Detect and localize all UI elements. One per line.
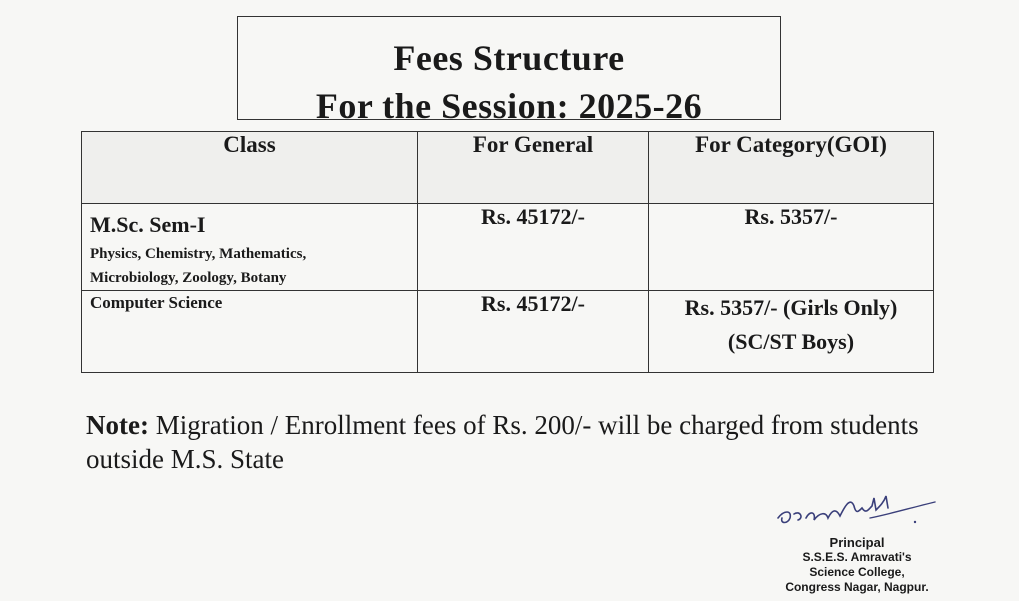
category-fee <box>649 291 934 373</box>
fees-table <box>81 131 934 373</box>
category-fee-line-1: Rs. 5357/- <box>744 203 838 229</box>
subjects-line-1: Physics, Chemistry, Mathematics, <box>90 245 307 262</box>
class-name: M.Sc. Sem-I <box>90 211 206 237</box>
signature <box>770 488 940 536</box>
category-fee-line-1: Rs. 5357/- (Girls Only) <box>684 295 898 321</box>
header-general: For General <box>418 132 649 204</box>
document-title: Fees Structure <box>393 38 625 78</box>
table-row <box>82 291 934 373</box>
class-name: Computer Science <box>90 293 223 313</box>
title-box <box>237 16 781 126</box>
signatory-org-line-1: S.S.E.S. Amravati's <box>802 550 912 564</box>
signatory-org-line-2: Science College, <box>809 565 905 579</box>
note-paragraph <box>86 408 946 476</box>
category-fee <box>649 203 934 291</box>
table-header-row <box>82 132 934 204</box>
header-class: Class <box>82 132 418 204</box>
general-fee: Rs. 45172/- <box>418 203 649 291</box>
table-row <box>82 203 934 291</box>
class-cell <box>82 203 418 291</box>
signatory-designation: Principal <box>829 535 885 550</box>
signature-scribble <box>770 488 940 536</box>
note-label: Note: <box>86 410 149 440</box>
session-title: For the Session: 2025-26 <box>315 86 703 126</box>
signatory-block <box>752 535 962 595</box>
general-fee: Rs. 45172/- <box>418 291 649 373</box>
class-cell <box>82 291 418 373</box>
category-fee-line-2: (SC/ST Boys) <box>727 329 855 355</box>
signatory-org-line-3: Congress Nagar, Nagpur. <box>785 580 929 594</box>
header-category: For Category(GOI) <box>649 132 934 204</box>
subjects-line-2: Microbiology, Zoology, Botany <box>90 269 287 286</box>
note-text: Migration / Enrollment fees of Rs. 200/- will be charged from students outside M.S. State <box>86 410 919 474</box>
